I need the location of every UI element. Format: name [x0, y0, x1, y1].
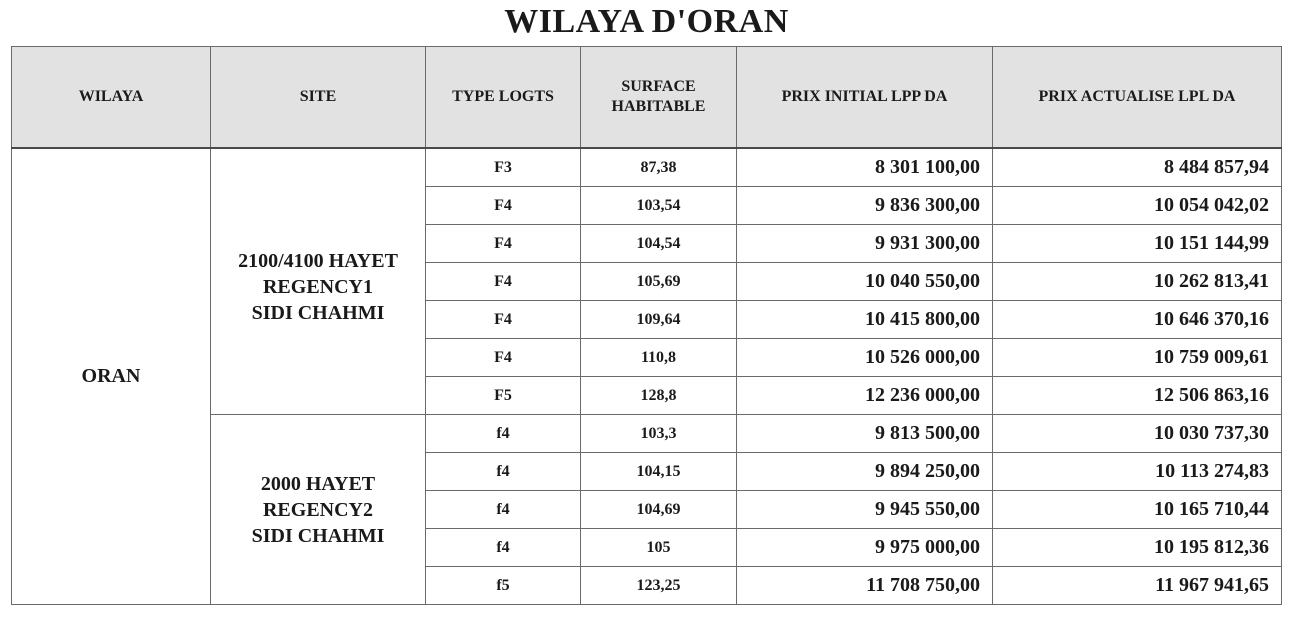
type-cell: F4 — [426, 301, 581, 339]
prix-actualise-cell: 10 113 274,83 — [993, 453, 1282, 491]
prix-initial-cell: 9 931 300,00 — [737, 225, 993, 263]
surface-cell: 109,64 — [581, 301, 737, 339]
type-cell: f5 — [426, 567, 581, 605]
type-cell: F4 — [426, 263, 581, 301]
prix-initial-cell: 12 236 000,00 — [737, 377, 993, 415]
header-row — [12, 47, 1282, 149]
surface-cell: 104,69 — [581, 491, 737, 529]
prix-actualise-cell: 10 151 144,99 — [993, 225, 1282, 263]
surface-cell: 128,8 — [581, 377, 737, 415]
surface-cell: 87,38 — [581, 148, 737, 187]
prix-actualise-cell: 10 030 737,30 — [993, 415, 1282, 453]
page-title: WILAYA D'ORAN — [504, 3, 789, 40]
prix-initial-cell: 8 301 100,00 — [737, 148, 993, 187]
surface-cell: 110,8 — [581, 339, 737, 377]
prix-initial-cell: 11 708 750,00 — [737, 567, 993, 605]
type-cell: F3 — [426, 148, 581, 187]
prix-actualise-cell: 12 506 863,16 — [993, 377, 1282, 415]
header-wilaya: WILAYA — [12, 47, 211, 149]
prix-actualise-cell: 10 165 710,44 — [993, 491, 1282, 529]
prix-actualise-cell: 10 195 812,36 — [993, 529, 1282, 567]
prix-initial-cell: 9 813 500,00 — [737, 415, 993, 453]
type-cell: F4 — [426, 339, 581, 377]
wilaya-cell: ORAN — [12, 148, 211, 605]
type-cell: f4 — [426, 529, 581, 567]
prix-actualise-cell: 11 967 941,65 — [993, 567, 1282, 605]
prix-initial-cell: 10 415 800,00 — [737, 301, 993, 339]
site-cell: 2000 HAYET REGENCY2 SIDI CHAHMI — [211, 415, 426, 605]
prix-actualise-cell: 8 484 857,94 — [993, 148, 1282, 187]
price-table — [11, 46, 1282, 605]
type-cell: F4 — [426, 187, 581, 225]
prix-initial-cell: 10 526 000,00 — [737, 339, 993, 377]
surface-cell: 104,15 — [581, 453, 737, 491]
site-cell: 2100/4100 HAYET REGENCY1 SIDI CHAHMI — [211, 148, 426, 415]
prix-actualise-cell: 10 262 813,41 — [993, 263, 1282, 301]
surface-cell: 105 — [581, 529, 737, 567]
prix-initial-cell: 9 945 550,00 — [737, 491, 993, 529]
header-prix-actualise: PRIX ACTUALISE LPL DA — [993, 47, 1282, 149]
type-cell: f4 — [426, 491, 581, 529]
header-surface-label: SURFACE HABITABLE — [611, 78, 706, 115]
prix-actualise-cell: 10 054 042,02 — [993, 187, 1282, 225]
surface-cell: 123,25 — [581, 567, 737, 605]
prix-initial-cell: 9 894 250,00 — [737, 453, 993, 491]
header-surface — [581, 47, 737, 149]
prix-actualise-cell: 10 646 370,16 — [993, 301, 1282, 339]
surface-cell: 103,3 — [581, 415, 737, 453]
prix-actualise-cell: 10 759 009,61 — [993, 339, 1282, 377]
header-prix-initial: PRIX INITIAL LPP DA — [737, 47, 993, 149]
surface-cell: 103,54 — [581, 187, 737, 225]
prix-initial-cell: 9 975 000,00 — [737, 529, 993, 567]
header-site: SITE — [211, 47, 426, 149]
prix-initial-cell: 10 040 550,00 — [737, 263, 993, 301]
type-cell: F4 — [426, 225, 581, 263]
header-type: TYPE LOGTS — [426, 47, 581, 149]
table-body — [12, 148, 1282, 605]
type-cell: F5 — [426, 377, 581, 415]
surface-cell: 104,54 — [581, 225, 737, 263]
type-cell: f4 — [426, 415, 581, 453]
surface-cell: 105,69 — [581, 263, 737, 301]
table-row — [12, 148, 1282, 187]
type-cell: f4 — [426, 453, 581, 491]
prix-initial-cell: 9 836 300,00 — [737, 187, 993, 225]
